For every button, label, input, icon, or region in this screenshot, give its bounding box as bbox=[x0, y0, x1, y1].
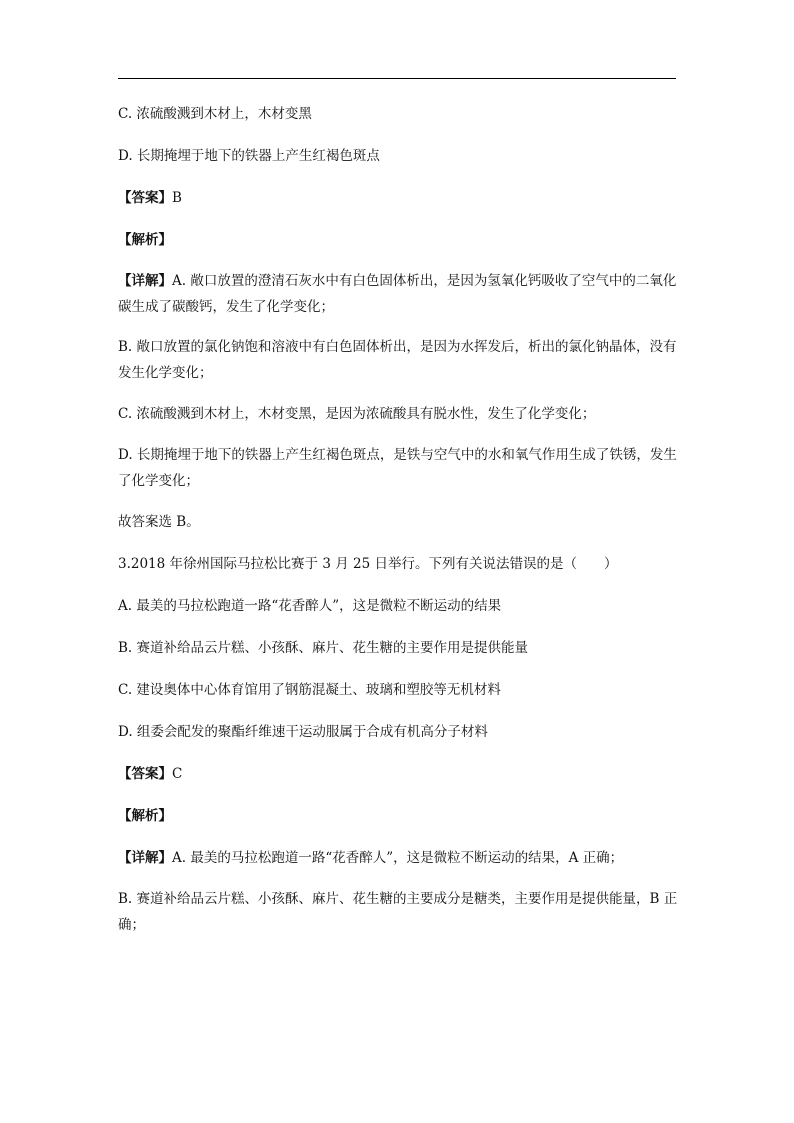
option-c-prev: C. 浓硫酸溅到木材上，木材变黑 bbox=[118, 106, 312, 122]
answer-line-1 bbox=[118, 184, 680, 212]
detail-b-2: B. 赛道补给品云片糕、小孩酥、麻片、花生糖的主要成分是糖类，主要作用是提供能量，B 正确； bbox=[118, 891, 678, 933]
header-rule bbox=[118, 78, 676, 79]
question-3: 3.2018 年徐州国际马拉松比赛于 3 月 25 日举行。下列有关说法错误的是（ ） bbox=[118, 556, 618, 572]
option-d-prev: D. 长期掩埋于地下的铁器上产生红褐色斑点 bbox=[118, 148, 380, 164]
answer-line-2: 【答案】C bbox=[118, 766, 183, 782]
detail-a-2: 【详解】A. 最美的马拉松跑道一路“花香醉人”，这是微粒不断运动的结果，A 正确； bbox=[118, 850, 624, 866]
detail-d-1: D. 长期掩埋于地下的铁器上产生红褐色斑点，是铁与空气中的水和氧气作用生成了铁锈，发生了化学变化； bbox=[118, 447, 677, 489]
answer-value: B bbox=[172, 190, 182, 206]
document-body bbox=[118, 100, 680, 952]
q3-option-b: B. 赛道补给品云片糕、小孩酥、麻片、花生糖的主要作用是提供能量 bbox=[118, 640, 529, 656]
q3-option-c: C. 建设奥体中心体育馆用了钢筋混凝土、玻璃和塑胶等无机材料 bbox=[118, 682, 501, 698]
analysis-heading-2: 【解析】 bbox=[118, 808, 172, 824]
detail-c-1: C. 浓硫酸溅到木材上，木材变黑，是因为浓硫酸具有脱水性，发生了化学变化； bbox=[118, 406, 596, 422]
detail-label: 【详解】 bbox=[118, 273, 172, 289]
detail-a-1: 【详解】A. 敞口放置的澄清石灰水中有白色固体析出，是因为氢氧化钙吸收了空气中的二氧化碳生成了碳酸钙，发生了化学变化； bbox=[118, 273, 677, 315]
conclusion-1: 故答案选 B。 bbox=[118, 514, 200, 530]
analysis-heading-1: 【解析】 bbox=[118, 232, 172, 248]
q3-option-a: A. 最美的马拉松跑道一路“花香醉人”，这是微粒不断运动的结果 bbox=[118, 598, 502, 614]
answer-label: 【答案】 bbox=[118, 190, 172, 206]
detail-b-1: B. 敞口放置的氯化钠饱和溶液中有白色固体析出，是因为水挥发后，析出的氯化钠晶体，没有发生化学变化； bbox=[118, 339, 677, 381]
q3-option-d: D. 组委会配发的聚酯纤维速干运动服属于合成有机高分子材料 bbox=[118, 724, 488, 740]
